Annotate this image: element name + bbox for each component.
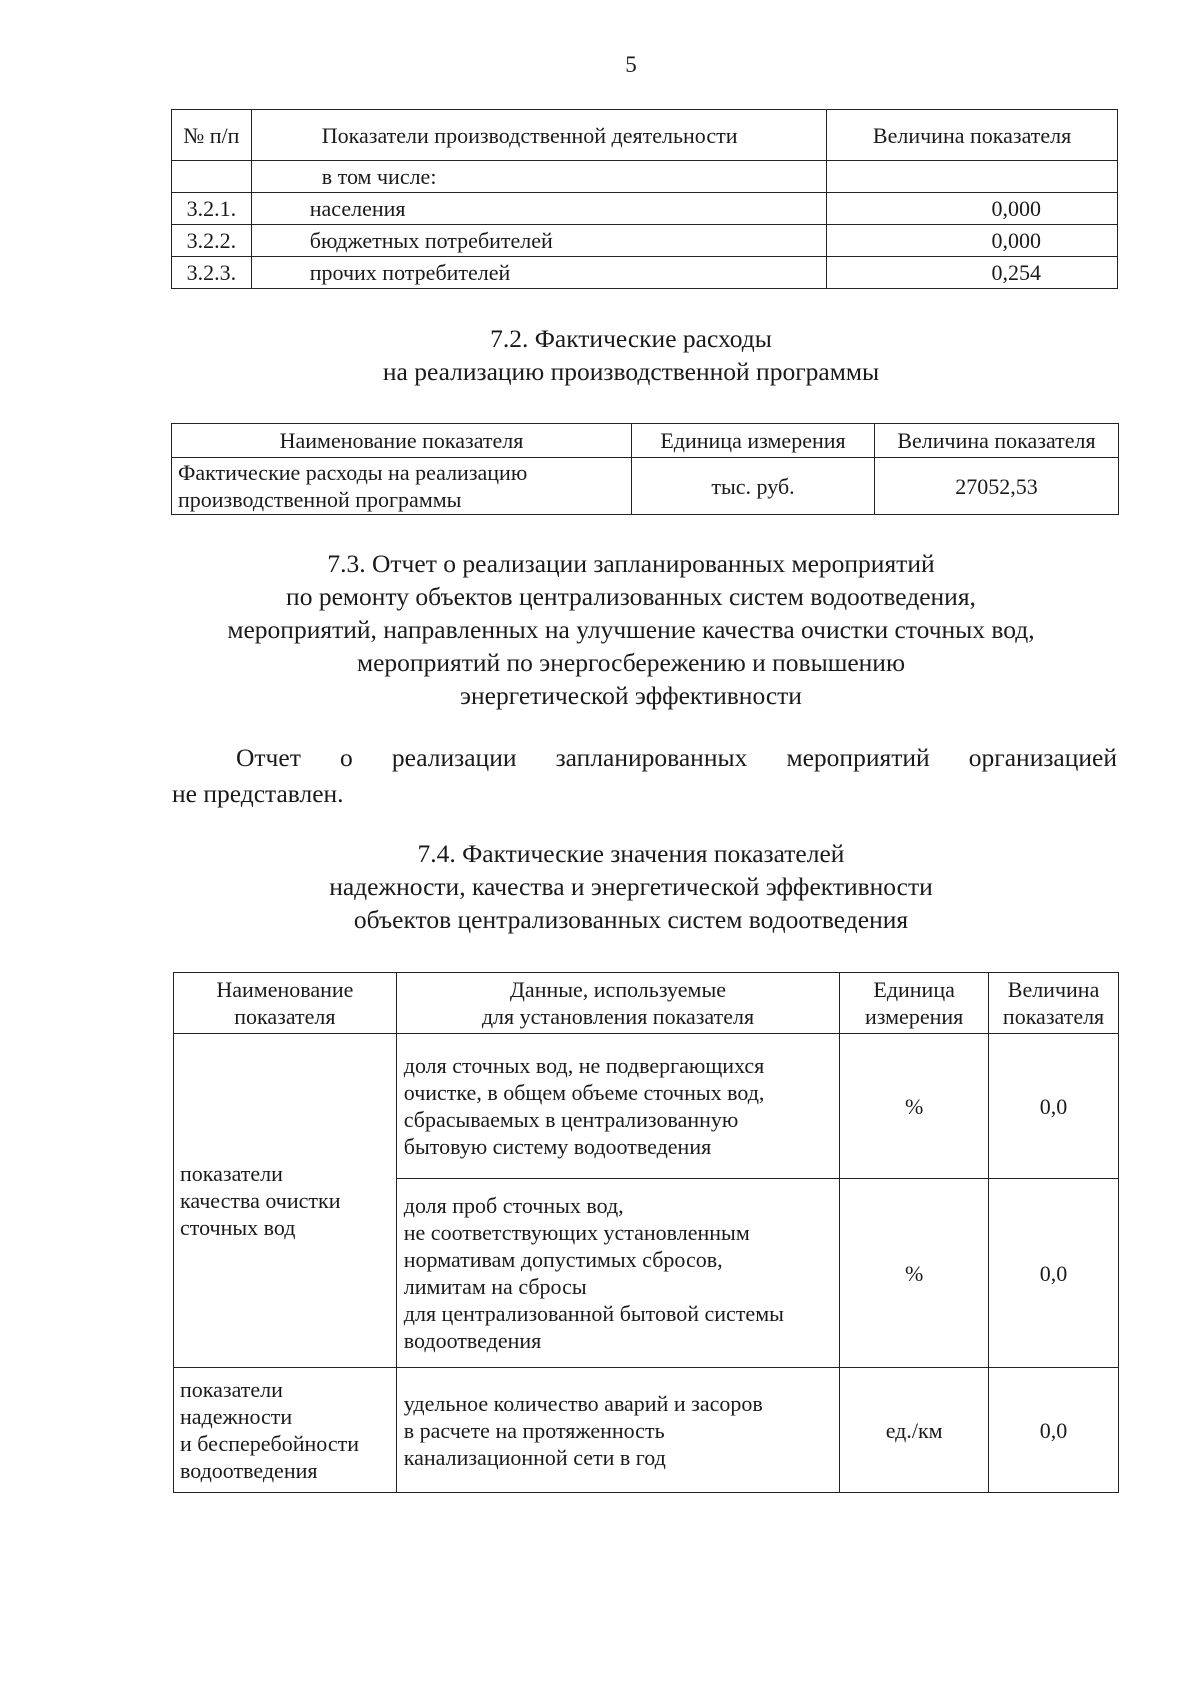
header-indicator: Показатели производственной деятельности bbox=[251, 110, 826, 161]
table-row bbox=[172, 161, 1118, 193]
row-value: 0,000 bbox=[827, 193, 1118, 225]
section-7-2-heading: 7.2. Фактические расходы на реализацию производственной программы bbox=[382, 324, 880, 386]
row-unit: тыс. руб. bbox=[632, 458, 875, 515]
row-value: 27052,53 bbox=[874, 458, 1118, 515]
paragraph-line-2: не представлен. bbox=[172, 779, 344, 808]
row-value: 0,0 bbox=[989, 1179, 1119, 1368]
table-row bbox=[172, 225, 1118, 257]
header-unit: Единица измерения bbox=[632, 424, 875, 458]
header-data: Данные, используемые для установления показателя bbox=[396, 973, 839, 1034]
row-name: прочих потребителей bbox=[251, 257, 826, 289]
header-value: Величина показателя bbox=[827, 110, 1118, 161]
table-row bbox=[172, 458, 1119, 515]
header-value: Величина показателя bbox=[989, 973, 1119, 1034]
header-name: Наименование показателя bbox=[172, 424, 632, 458]
reliability-indicators-table bbox=[173, 972, 1119, 1493]
page-number: 5 bbox=[625, 52, 637, 77]
row-number: 3.2.1. bbox=[172, 193, 252, 225]
report-paragraph bbox=[172, 740, 1117, 812]
row-name: в том числе: bbox=[251, 161, 826, 193]
header-value: Величина показателя bbox=[874, 424, 1118, 458]
row-name: бюджетных потребителей bbox=[251, 225, 826, 257]
table-header-row bbox=[172, 424, 1119, 458]
row-number: 3.2.2. bbox=[172, 225, 252, 257]
paragraph-line-1: Отчет о реализации запланированных мероприятий организацией bbox=[236, 743, 1117, 772]
table-row bbox=[172, 257, 1118, 289]
header-unit: Единица измерения bbox=[840, 973, 989, 1034]
row-value: 0,254 bbox=[827, 257, 1118, 289]
header-number: № п/п bbox=[172, 110, 252, 161]
row-unit: % bbox=[840, 1179, 989, 1368]
group-reliability: показатели надежности и бесперебойности водоотведения bbox=[174, 1368, 397, 1493]
row-unit: % bbox=[840, 1034, 989, 1179]
row-value: 0,000 bbox=[827, 225, 1118, 257]
row-value: 0,0 bbox=[989, 1368, 1119, 1493]
row-name: Фактические расходы на реализацию производственной программы bbox=[172, 458, 632, 515]
row-data: доля проб сточных вод, не соответствующих установленным нормативам допустимых сбросов, лимитам на сбросы для централизованной бытовой системы водоотведения bbox=[396, 1179, 839, 1368]
row-unit: ед./км bbox=[840, 1368, 989, 1493]
group-cleaning-quality: показатели качества очистки сточных вод bbox=[174, 1034, 397, 1368]
row-name: населения bbox=[251, 193, 826, 225]
table-row bbox=[174, 1034, 1119, 1179]
section-7-4-heading: 7.4. Фактические значения показателей надежности, качества и энергетической эффективности объектов централизованных систем водоотведения bbox=[329, 839, 933, 934]
row-value bbox=[827, 161, 1118, 193]
table-row bbox=[172, 193, 1118, 225]
table-row bbox=[174, 1368, 1119, 1493]
row-data: доля сточных вод, не подвергающихся очистке, в общем объеме сточных вод, сбрасываемых в централизованную бытовую систему водоотведения bbox=[396, 1034, 839, 1179]
row-number: 3.2.3. bbox=[172, 257, 252, 289]
row-number bbox=[172, 161, 252, 193]
production-indicators-table bbox=[171, 109, 1118, 289]
section-7-3-heading: 7.3. Отчет о реализации запланированных мероприятий по ремонту объектов централизованных систем водоотведения, мероприятий, направленных на улучшение качества очистки сточных вод, мероприятий по энергосбережению и повышению энергетической эффективности bbox=[227, 549, 1035, 710]
table-header-row bbox=[174, 973, 1119, 1034]
header-name: Наименование показателя bbox=[174, 973, 397, 1034]
row-data: удельное количество аварий и засоров в расчете на протяженность канализационной сети в год bbox=[396, 1368, 839, 1493]
table-header-row bbox=[172, 110, 1118, 161]
row-value: 0,0 bbox=[989, 1034, 1119, 1179]
actual-costs-table bbox=[171, 423, 1119, 515]
